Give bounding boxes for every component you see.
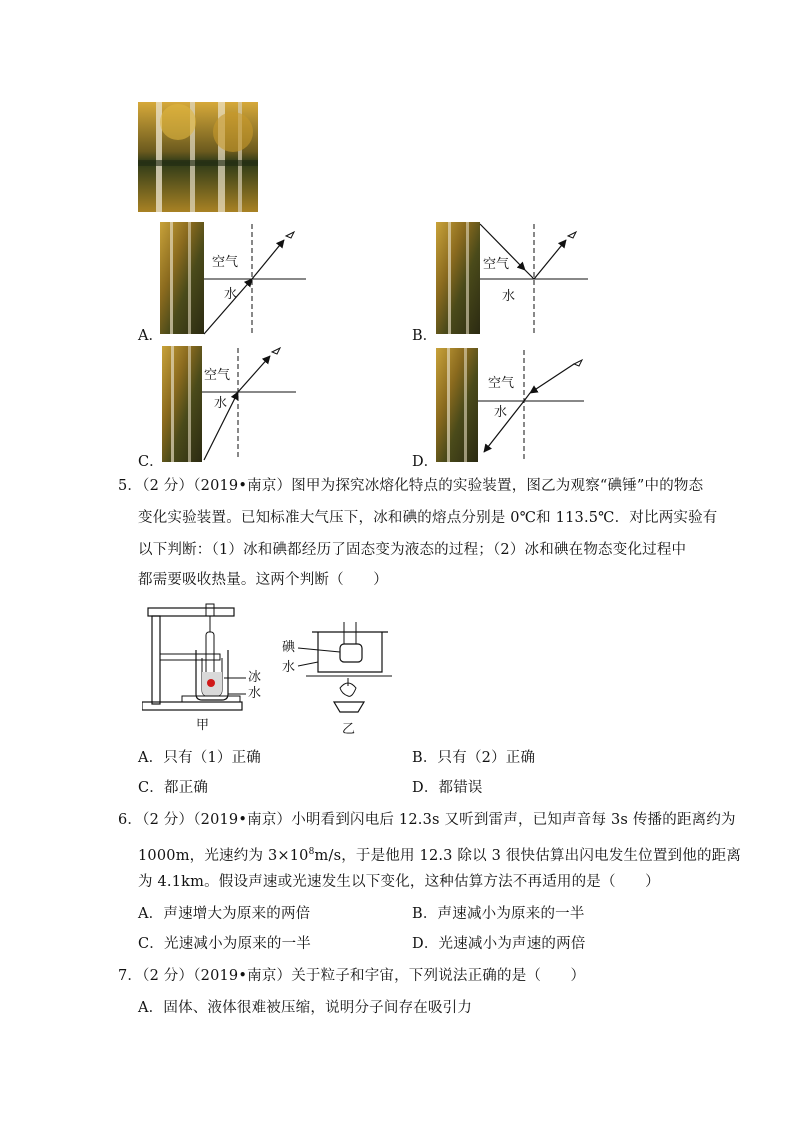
air-label: 空气	[204, 368, 231, 383]
air-label: 空气	[212, 255, 239, 270]
ice-label: 冰	[248, 670, 262, 685]
figure-yi	[282, 622, 392, 742]
option-b-label: B．	[412, 328, 438, 344]
q6-line2	[138, 842, 741, 866]
fig-jia-caption: 甲	[196, 718, 210, 733]
q5-option-a: A．只有（1）正确	[138, 750, 261, 766]
q5-line1: 5．（2 分）（2019•南京）图甲为探究冰熔化特点的实验装置，图乙为观察“碘锤”中的物态	[118, 478, 704, 494]
diagram-a	[160, 222, 310, 338]
q6-option-b: B．声速减小为原来的一半	[412, 906, 585, 922]
water-label: 水	[502, 289, 516, 304]
q7-option-a: A．固体、液体很难被压缩，说明分子间存在吸引力	[138, 1000, 473, 1016]
air-label: 空气	[488, 376, 515, 391]
diagram-c	[162, 346, 312, 464]
q6-line1: 6．（2 分）（2019•南京）小明看到闪电后 12.3s 又听到雷声，已知声音每 3s 传播的距离约为	[118, 812, 736, 828]
air-label: 空气	[483, 257, 510, 272]
option-a-label: A．	[138, 328, 163, 344]
water-label: 水	[248, 686, 262, 701]
q5-line3: 以下判断：（1）冰和碘都经历了固态变为液态的过程；（2）冰和碘在物态变化过程中	[138, 542, 687, 558]
q6-option-a: A．声速增大为原来的两倍	[138, 906, 311, 922]
q5-option-c: C．都正确	[138, 780, 209, 796]
diagram-d	[436, 348, 596, 464]
q6-superscript: 8	[308, 847, 315, 857]
water-label: 水	[224, 287, 238, 302]
q6-option-d: D．光速减小为声速的两倍	[412, 936, 586, 952]
q5-option-d: D．都错误	[412, 780, 483, 796]
q6-line2-pre: 1000m，光速约为 3×10	[138, 847, 309, 864]
option-c-label: C．	[138, 454, 164, 470]
q5-line2: 变化实验装置。已知标准大气压下，冰和碘的熔点分别是 0℃和 113.5℃．对比两实验有	[138, 510, 718, 526]
water-label: 水	[494, 405, 508, 420]
q6-line3: 为 4.1km。假设声速或光速发生以下变化，这种估算方法不再适用的是（ ）	[138, 874, 660, 890]
fig-yi-caption: 乙	[342, 722, 356, 737]
forest-photo	[138, 102, 258, 212]
q5-option-b: B．只有（2）正确	[412, 750, 536, 766]
option-d-label: D．	[412, 454, 439, 470]
q6-option-c: C．光速减小为原来的一半	[138, 936, 311, 952]
diagram-b	[436, 222, 596, 338]
q5-line4: 都需要吸收热量。这两个判断（ ）	[138, 572, 388, 588]
water-label: 水	[282, 660, 296, 675]
figure-jia	[142, 602, 282, 742]
q6-line2-post: m/s，于是他用 12.3 除以 3 很快估算出闪电发生位置到他的距离	[314, 847, 742, 864]
q7-line1: 7．（2 分）（2019•南京）关于粒子和宇宙，下列说法正确的是（ ）	[118, 968, 586, 984]
iodine-label: 碘	[282, 640, 296, 655]
water-label: 水	[214, 396, 228, 411]
